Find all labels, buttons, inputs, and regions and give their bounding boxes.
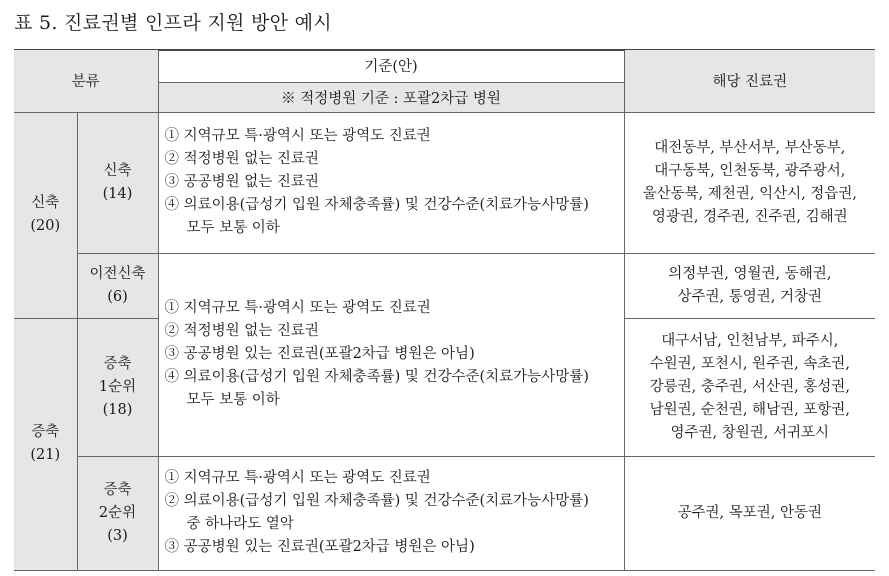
row-new-criteria [158,112,624,253]
criteria-item: ② 의료이용(급성기 입원 자체충족률) 및 건강수준(치료가능사망률) [164,493,589,509]
row-ext1-regions: 대구서남, 인천남부, 파주시, 수원권, 포천시, 원주권, 속초권, 강릉권, 충주권, 서산권, 홍성권, 남원권, 순천권, 해남권, 포항권, 영주권, 창원권, 서귀포시 [624,318,875,456]
support-plan-table [14,50,875,571]
table-title: 표 5. 진료권별 인프라 지원 방안 예시 [14,12,332,34]
header-category: 분류 [14,50,158,112]
criteria-item: ② 적정병원 없는 진료권 [164,323,319,339]
criteria-item: 모두 보통 이하 [186,220,280,236]
group-ext: 증축 (21) [14,318,77,570]
row-new-category: 신축 (14) [77,112,158,253]
criteria-item: 중 하나라도 열악 [186,516,294,532]
criteria-item: ④ 의료이용(급성기 입원 자체충족률) 및 건강수준(치료가능사망률) [164,197,589,213]
criteria-item: ① 지역규모 특·광역시 또는 광역도 진료권 [164,470,431,486]
row-relocate-regions: 의정부권, 영월권, 동해권, 상주권, 통영권, 거창권 [624,253,875,318]
criteria-item: ③ 공공병원 있는 진료권(포괄2차급 병원은 아님) [164,539,475,555]
header-criteria: 기준(안) [158,50,624,82]
row-ext1-category: 증축 1순위 (18) [77,318,158,456]
criteria-item: 모두 보통 이하 [186,392,280,408]
criteria-item: ① 지역규모 특·광역시 또는 광역도 진료권 [164,128,431,144]
criteria-item: ③ 공공병원 없는 진료권 [164,174,319,190]
row-shared-criteria [158,253,624,456]
criteria-item: ② 적정병원 없는 진료권 [164,151,319,167]
criteria-item: ③ 공공병원 있는 진료권(포괄2차급 병원은 아님) [164,346,475,362]
row-ext2-category: 증축 2순위 (3) [77,456,158,570]
row-ext2-criteria [158,456,624,570]
criteria-item: ④ 의료이용(급성기 입원 자체충족률) 및 건강수준(치료가능사망률) [164,369,589,385]
header-criteria-sub: ※ 적정병원 기준 : 포괄2차급 병원 [158,82,624,112]
group-new: 신축 (20) [14,112,77,318]
criteria-item: ① 지역규모 특·광역시 또는 광역도 진료권 [164,300,431,316]
header-regions: 해당 진료권 [624,50,875,112]
row-new-regions: 대전동부, 부산서부, 부산동부, 대구동북, 인천동북, 광주광서, 울산동북, 제천권, 익산시, 정읍권, 영광권, 경주권, 진주권, 김해권 [624,112,875,253]
row-ext2-regions: 공주권, 목포권, 안동권 [624,456,875,570]
row-relocate-category: 이전신축 (6) [77,253,158,318]
